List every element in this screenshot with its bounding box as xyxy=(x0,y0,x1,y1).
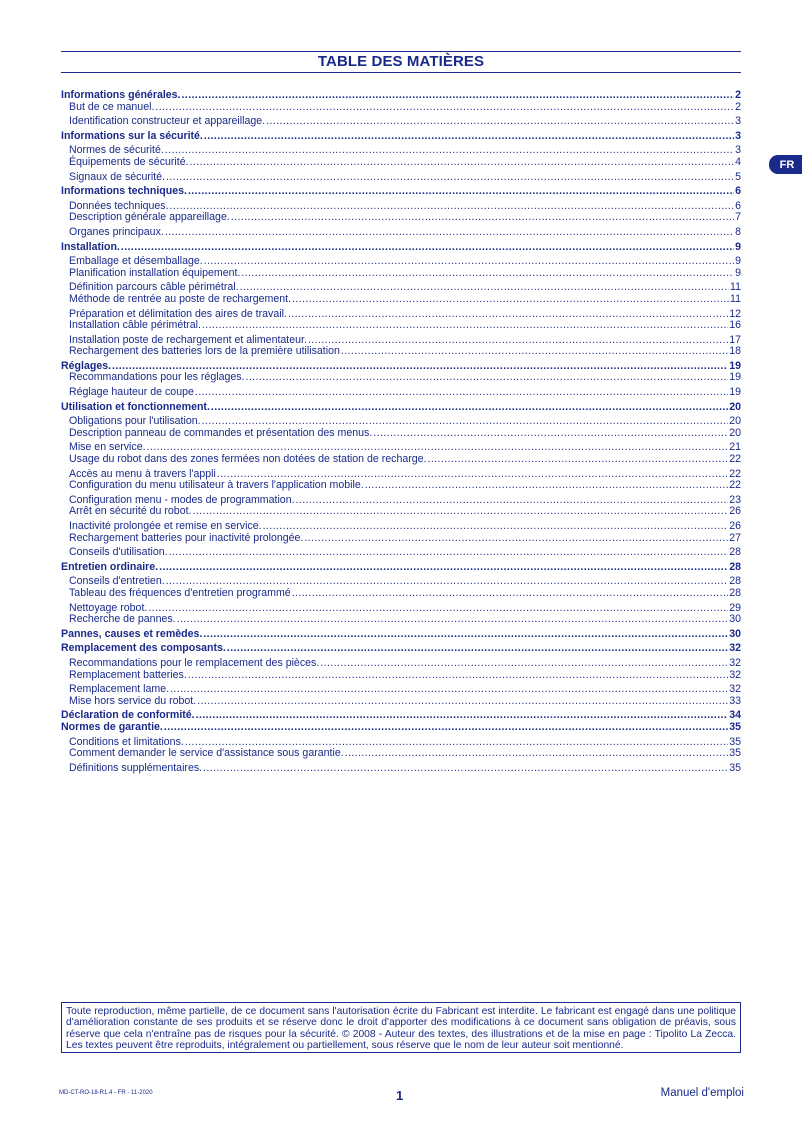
toc-dot-leader xyxy=(202,320,728,332)
toc-entry-page: 23 xyxy=(729,493,741,506)
toc-entry-title: Installation. xyxy=(61,240,120,253)
toc-entry-page: 19 xyxy=(729,386,741,399)
toc-entry-page: 30 xyxy=(729,627,741,640)
toc-section-entry xyxy=(61,131,741,143)
toc-entry-page: 21 xyxy=(729,441,741,454)
toc-subsection-entry xyxy=(61,256,741,268)
toc-section-entry xyxy=(61,186,741,198)
toc-dot-leader xyxy=(204,131,734,143)
toc-dot-leader xyxy=(345,748,729,760)
toc-subsection-entry xyxy=(61,320,741,332)
toc-entry-page: 18 xyxy=(729,345,741,358)
toc-entry-title: Remplacement lame. xyxy=(69,683,170,696)
toc-section-entry xyxy=(61,710,741,722)
toc-dot-leader xyxy=(159,562,728,574)
toc-subsection-entry xyxy=(61,212,741,224)
toc-entry-page: 11 xyxy=(730,292,741,305)
toc-dot-leader xyxy=(308,335,728,347)
toc-entry-page: 35 xyxy=(729,747,741,760)
toc-entry-title: Identification constructeur et appareillage. xyxy=(69,115,266,128)
toc-entry-page: 28 xyxy=(729,575,741,588)
toc-entry-title: Recherche de pannes. xyxy=(69,613,176,626)
toc-dot-leader xyxy=(203,763,728,775)
language-badge: FR xyxy=(769,155,802,174)
toc-subsection-entry xyxy=(61,372,741,384)
toc-subsection-entry xyxy=(61,172,741,184)
toc-entry-page: 12 xyxy=(729,307,741,320)
toc-entry-page: 33 xyxy=(729,694,741,707)
page-title: TABLE DES MATIÈRES xyxy=(317,53,485,70)
toc-dot-leader xyxy=(170,201,735,213)
toc-entry-title: Réglages. xyxy=(61,359,112,372)
toc-subsection-entry xyxy=(61,346,741,358)
toc-entry-title: Remplacement des composants. xyxy=(61,642,226,655)
toc-entry-page: 7 xyxy=(735,211,741,224)
toc-dot-leader xyxy=(292,588,729,600)
toc-entry-title: Informations sur la sécurité. xyxy=(61,129,203,142)
toc-entry-title: Conseils d'entretien. xyxy=(69,575,165,588)
toc-entry-title: Usage du robot dans des zones fermées non dotées de station de recharge. xyxy=(69,453,427,466)
document-code: MD-CT-RO-18-R1.4 - FR - 11-2020 xyxy=(59,1090,153,1096)
toc-entry-title: Accès au menu à travers l'appli xyxy=(69,467,216,480)
toc-dot-leader xyxy=(427,454,728,466)
toc-entry-title: Signaux de sécurité. xyxy=(69,170,165,183)
toc-entry-title: Description panneau de commandes et présentation des menus. xyxy=(69,426,373,439)
toc-dot-leader xyxy=(241,268,734,280)
toc-dot-leader xyxy=(203,629,728,641)
toc-entry-title: Méthode de rentrée au poste de rechargement. xyxy=(69,292,292,305)
toc-entry-page: 4 xyxy=(735,155,741,168)
toc-entry-page: 6 xyxy=(735,185,741,198)
toc-entry-page: 26 xyxy=(729,505,741,518)
toc-entry-title: Informations générales. xyxy=(61,89,181,101)
toc-entry-title: Conditions et limitations. xyxy=(69,735,184,748)
toc-entry-title: Entretien ordinaire. xyxy=(61,560,159,573)
toc-dot-leader xyxy=(192,506,728,518)
toc-entry-page: 20 xyxy=(729,426,741,439)
toc-entry-title: Normes de garantie. xyxy=(61,720,163,733)
toc-entry-title: Mise en service. xyxy=(69,441,146,454)
toc-subsection-entry xyxy=(61,614,741,626)
toc-subsection-entry xyxy=(61,547,741,559)
toc-entry-page: 19 xyxy=(729,371,741,384)
toc-dot-leader xyxy=(188,186,734,198)
toc-entry-page: 20 xyxy=(729,415,741,428)
toc-entry-page: 35 xyxy=(729,720,741,733)
toc-subsection-entry xyxy=(61,506,741,518)
toc-dot-leader xyxy=(373,428,728,440)
toc-entry-title: Normes de sécurité. xyxy=(69,144,164,157)
toc-entry-title: Équipements de sécurité. xyxy=(69,155,189,168)
toc-entry-page: 27 xyxy=(729,531,741,544)
toc-entry-page: 34 xyxy=(729,709,741,722)
toc-entry-title: Définitions supplémentaires. xyxy=(69,761,203,774)
toc-entry-title: Arrêt en sécurité du robot. xyxy=(69,505,192,518)
toc-entry-title: Recommandations pour les réglages. xyxy=(69,371,245,384)
toc-entry-title: Remplacement batteries. xyxy=(69,668,187,681)
toc-section-entry xyxy=(61,722,741,734)
toc-entry-page: 3 xyxy=(735,115,741,128)
toc-entry-page: 16 xyxy=(729,319,741,332)
toc-dot-leader xyxy=(166,172,734,184)
toc-subsection-entry xyxy=(61,102,741,114)
toc-entry-title: Installation poste de rechargement et alimentateur. xyxy=(69,333,307,346)
toc-subsection-entry xyxy=(61,157,741,169)
toc-subsection-entry xyxy=(61,116,741,128)
toc-entry-title: Définition parcours câble périmétral. xyxy=(69,281,239,294)
toc-entry-page: 22 xyxy=(729,453,741,466)
toc-entry-title: Recommandations pour le remplacement des pièces. xyxy=(69,656,320,669)
toc-entry-title: Emballage et désemballage. xyxy=(69,255,203,268)
toc-dot-leader xyxy=(288,309,728,321)
toc-dot-leader xyxy=(320,658,728,670)
toc-section-entry xyxy=(61,242,741,254)
toc-entry-title: Installation câble périmétral. xyxy=(69,319,201,332)
toc-dot-leader xyxy=(204,256,734,268)
toc-entry-page: 9 xyxy=(735,266,741,279)
toc-subsection-entry xyxy=(61,521,741,533)
footer-label: Manuel d'emploi xyxy=(660,1087,744,1099)
toc-dot-leader xyxy=(197,696,728,708)
toc-entry-title: Informations techniques. xyxy=(61,185,187,198)
toc-entry-title: Configuration du menu utilisateur à travers l'application mobile. xyxy=(69,479,364,492)
toc-entry-page: 19 xyxy=(729,359,741,372)
toc-dot-leader xyxy=(177,614,729,626)
toc-subsection-entry xyxy=(61,748,741,760)
toc-dot-leader xyxy=(263,521,729,533)
toc-entry-title: Déclaration de conformité. xyxy=(61,709,195,722)
toc-subsection-entry xyxy=(61,658,741,670)
toc-dot-leader xyxy=(365,480,729,492)
toc-entry-page: 2 xyxy=(735,89,741,101)
toc-entry-title: Obligations pour l'utilisation. xyxy=(69,415,201,428)
toc-entry-title: Utilisation et fonctionnement. xyxy=(61,400,210,413)
toc-dot-leader xyxy=(155,102,734,114)
toc-dot-leader xyxy=(196,710,729,722)
toc-dot-leader xyxy=(148,603,728,615)
toc-entry-page: 17 xyxy=(729,333,741,346)
toc-entry-title: Rechargement batteries pour inactivité prolongée. xyxy=(69,531,304,544)
toc-dot-leader xyxy=(195,387,728,399)
toc-entry-page: 26 xyxy=(729,520,741,532)
toc-dot-leader xyxy=(169,547,729,559)
toc-subsection-entry xyxy=(61,227,741,239)
toc-dot-leader xyxy=(341,346,728,358)
toc-entry-title: Réglage hauteur de coupe xyxy=(69,386,194,399)
toc-entry-page: 3 xyxy=(735,129,741,142)
toc-entry-page: 6 xyxy=(735,199,741,212)
toc-entry-title: Conseils d'utilisation. xyxy=(69,546,168,559)
toc-entry-page: 2 xyxy=(735,100,741,113)
page-number: 1 xyxy=(396,1088,404,1103)
toc-entry-title: Mise hors service du robot. xyxy=(69,694,197,707)
toc-dot-leader xyxy=(266,116,734,128)
toc-section-entry xyxy=(61,402,741,414)
toc-entry-title: Comment demander le service d'assistance sous garantie. xyxy=(69,747,344,760)
toc-dot-leader xyxy=(231,212,734,224)
toc-dot-leader xyxy=(121,242,734,254)
toc-entry-page: 28 xyxy=(729,560,741,573)
toc-entry-page: 3 xyxy=(735,144,741,157)
toc-entry-page: 32 xyxy=(729,656,741,669)
toc-dot-leader xyxy=(304,533,728,545)
toc-section-entry xyxy=(61,629,741,641)
toc-entry-page: 22 xyxy=(729,479,741,492)
toc-entry-title: Planification installation équipement. xyxy=(69,266,241,279)
title-rule xyxy=(61,72,741,73)
top-rule xyxy=(61,51,741,52)
toc-entry-page: 29 xyxy=(729,601,741,614)
toc-subsection-entry xyxy=(61,684,741,696)
toc-entry-page: 32 xyxy=(729,683,741,696)
toc-dot-leader xyxy=(170,684,728,696)
toc-entry-title: Préparation et délimitation des aires de travail. xyxy=(69,307,287,320)
toc-entry-title: Tableau des fréquences d'entretien programmé xyxy=(69,586,291,599)
toc-entry-page: 9 xyxy=(735,255,741,268)
table-of-contents xyxy=(61,90,741,774)
toc-entry-page: 35 xyxy=(729,761,741,774)
toc-entry-page: 35 xyxy=(729,735,741,748)
toc-entry-page: 30 xyxy=(729,613,741,626)
toc-subsection-entry xyxy=(61,294,741,306)
toc-section-entry xyxy=(61,643,741,655)
toc-dot-leader xyxy=(190,157,735,169)
toc-entry-page: 32 xyxy=(729,668,741,681)
toc-section-entry xyxy=(61,90,741,102)
toc-entry-page: 32 xyxy=(729,642,741,655)
toc-dot-leader xyxy=(188,670,728,682)
toc-entry-page: 8 xyxy=(735,225,741,238)
toc-dot-leader xyxy=(165,145,734,157)
toc-subsection-entry xyxy=(61,387,741,399)
toc-subsection-entry xyxy=(61,428,741,440)
toc-subsection-entry xyxy=(61,670,741,682)
toc-entry-page: 11 xyxy=(730,281,741,294)
toc-entry-page: 5 xyxy=(735,170,741,183)
toc-subsection-entry xyxy=(61,696,741,708)
toc-entry-title: Description générale appareillage. xyxy=(69,211,230,224)
toc-entry-title: Nettoyage robot. xyxy=(69,601,148,614)
toc-subsection-entry xyxy=(61,454,741,466)
toc-subsection-entry xyxy=(61,588,741,600)
toc-entry-title: Organes principaux. xyxy=(69,225,164,238)
toc-entry-page: 20 xyxy=(729,400,741,413)
toc-entry-title: Pannes, causes et remèdes. xyxy=(61,627,203,640)
toc-entry-page: 22 xyxy=(729,467,741,480)
toc-subsection-entry xyxy=(61,480,741,492)
toc-entry-title: Rechargement des batteries lors de la première utilisation xyxy=(69,345,340,358)
toc-section-entry xyxy=(61,562,741,574)
toc-subsection-entry xyxy=(61,533,741,545)
toc-entry-title: Inactivité prolongée et remise en service. xyxy=(69,520,262,532)
toc-dot-leader xyxy=(292,294,729,306)
toc-subsection-entry xyxy=(61,763,741,775)
toc-entry-page: 28 xyxy=(729,586,741,599)
toc-entry-title: Données techniques. xyxy=(69,199,169,212)
toc-dot-leader xyxy=(182,90,735,102)
toc-dot-leader xyxy=(165,227,734,239)
toc-dot-leader xyxy=(164,722,728,734)
toc-dot-leader xyxy=(227,643,728,655)
toc-entry-title: But de ce manuel. xyxy=(69,100,155,113)
toc-subsection-entry xyxy=(61,268,741,280)
copyright-notice: Toute reproduction, même partielle, de ce document sans l'autorisation écrite du Fabricant est interdite. Le fabricant est engagé dans une politique d'amélioration constante de ses produits et se réserve donc le droit d'apporter des modifications à ce document sans obligation de préavis, sous réserve que cela n'entraîne pas de risques pour la sécurité. © 2008 - Auteur des textes, des illustrations et de la mise en page : Tipolito La Zecca. Les textes peuvent être reproduits, intégralement ou partiellement, sous réserve que le nom de leur auteur soit mentionné. xyxy=(61,1002,741,1053)
toc-dot-leader xyxy=(240,282,729,294)
toc-entry-title: Configuration menu - modes de programmation. xyxy=(69,493,295,506)
toc-dot-leader xyxy=(245,372,728,384)
toc-dot-leader xyxy=(211,402,728,414)
toc-entry-page: 9 xyxy=(735,240,741,253)
toc-dot-leader xyxy=(296,495,729,507)
toc-entry-page: 28 xyxy=(729,546,741,559)
